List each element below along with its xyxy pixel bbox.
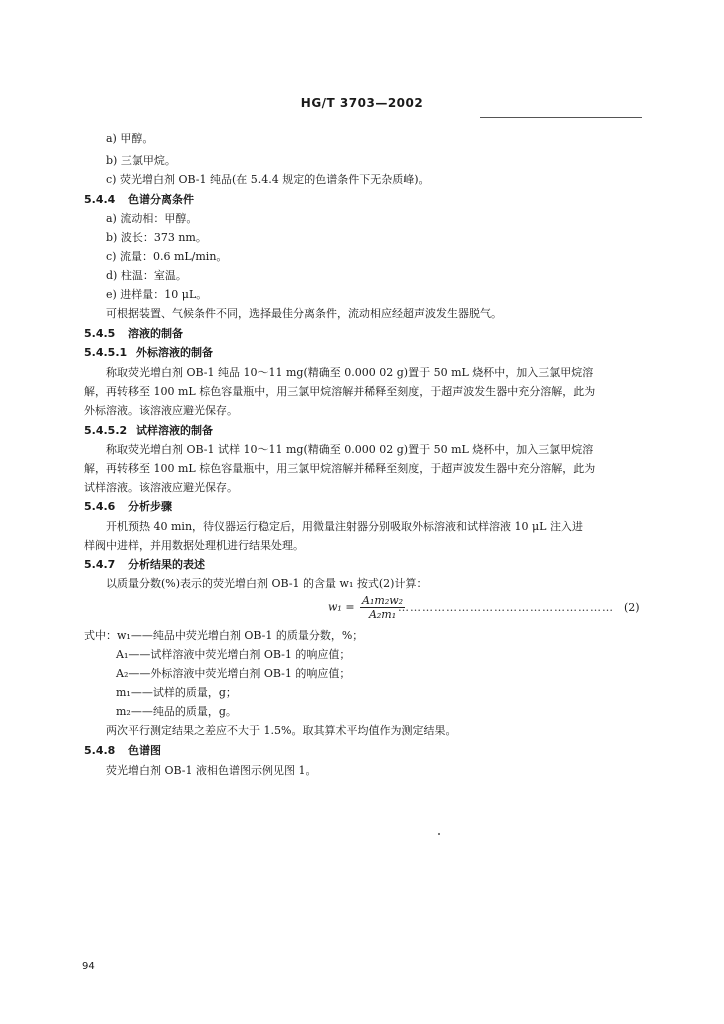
variable-definition: m₁——试样的质量，g； bbox=[116, 686, 237, 699]
paragraph-line: 试样溶液。该溶液应避光保存。 bbox=[84, 481, 238, 494]
section-title: 色谱分离条件 bbox=[128, 193, 194, 206]
result-statement: 两次平行测定结果之差应不大于 1.5%。取其算术平均值作为测定结果。 bbox=[106, 724, 457, 737]
section-number: 5.4.5 bbox=[84, 327, 116, 340]
reagent-a: a) 甲醇。 bbox=[106, 132, 154, 145]
section-title: 外标溶液的制备 bbox=[136, 346, 213, 359]
formula-numerator: A₁m₂w₂ bbox=[362, 594, 404, 607]
section-number: 5.4.4 bbox=[84, 193, 116, 206]
section-number: 5.4.6 bbox=[84, 500, 116, 513]
page-number: 94 bbox=[82, 961, 95, 972]
paragraph-line: 外标溶液。该溶液应避光保存。 bbox=[84, 404, 238, 417]
paragraph-line: 开机预热 40 min，待仪器运行稳定后，用微量注射器分别吸取外标溶液和试样溶液 10 μL 注入进 bbox=[106, 520, 583, 533]
section-5-4-5-2 bbox=[84, 424, 213, 438]
section-title: 分析步骤 bbox=[128, 500, 172, 513]
condition-c: c) 流量：0.6 mL/min。 bbox=[106, 250, 228, 263]
section-number: 5.4.5.2 bbox=[84, 424, 128, 437]
reagent-b: b) 三氯甲烷。 bbox=[106, 154, 176, 167]
condition-a: a) 流动相：甲醇。 bbox=[106, 212, 198, 225]
condition-note: 可根据装置、气候条件不同，选择最佳分离条件，流动相应经超声波发生器脱气。 bbox=[106, 307, 502, 320]
paragraph-line: 称取荧光增白剂 OB-1 试样 10～11 mg(精确至 0.000 02 g)置于 50 mL 烧杯中，加入三氯甲烷溶 bbox=[106, 443, 594, 456]
scan-speck bbox=[438, 833, 440, 835]
section-5-4-5-1 bbox=[84, 346, 213, 360]
variable-definition: A₁——试样溶液中荧光增白剂 OB-1 的响应值； bbox=[116, 648, 351, 661]
section-title: 分析结果的表述 bbox=[128, 558, 205, 571]
section-5-4-5 bbox=[84, 327, 183, 341]
equation-number: (2) bbox=[624, 601, 640, 614]
header-rule bbox=[480, 117, 642, 118]
section-number: 5.4.8 bbox=[84, 744, 116, 757]
section-number: 5.4.7 bbox=[84, 558, 116, 571]
condition-d: d) 柱温：室温。 bbox=[106, 269, 187, 282]
section-5-4-7 bbox=[84, 558, 205, 572]
paragraph-line: 解，再转移至 100 mL 棕色容量瓶中，用三氯甲烷溶解并稀释至刻度，于超声波发生器中充分溶解，此为 bbox=[84, 462, 596, 475]
paragraph-line: 荧光增白剂 OB-1 液相色谱图示例见图 1。 bbox=[106, 764, 317, 777]
formula-leader-dots: ……………………………………………… bbox=[398, 601, 614, 614]
section-title: 溶液的制备 bbox=[128, 327, 183, 340]
section-5-4-4 bbox=[84, 193, 194, 207]
paragraph-line: 以质量分数(%)表示的荧光增白剂 OB-1 的含量 w₁ 按式(2)计算： bbox=[106, 577, 428, 590]
formula-denominator: A₂m₁ bbox=[368, 608, 397, 621]
paragraph-line: 解，再转移至 100 mL 棕色容量瓶中，用三氯甲烷溶解并稀释至刻度，于超声波发生器中充分溶解，此为 bbox=[84, 385, 596, 398]
section-5-4-8 bbox=[84, 744, 161, 758]
section-5-4-6 bbox=[84, 500, 172, 514]
formula-2 bbox=[328, 594, 405, 621]
condition-b: b) 波长：373 nm。 bbox=[106, 231, 207, 244]
condition-e: e) 进样量：10 μL。 bbox=[106, 288, 208, 301]
standard-code-header: HG/T 3703—2002 bbox=[300, 96, 424, 110]
variable-definition: m₂——纯品的质量，g。 bbox=[116, 705, 237, 718]
formula-lhs: w₁ = bbox=[328, 600, 355, 614]
paragraph-line: 称取荧光增白剂 OB-1 纯品 10～11 mg(精确至 0.000 02 g)置于 50 mL 烧杯中，加入三氯甲烷溶 bbox=[106, 366, 594, 379]
section-title: 色谱图 bbox=[128, 744, 161, 757]
variable-definition: 式中：w₁——纯品中荧光增白剂 OB-1 的质量分数，%； bbox=[84, 629, 364, 642]
paragraph-line: 样阀中进样，并用数据处理机进行结果处理。 bbox=[84, 539, 304, 552]
reagent-c: c) 荧光增白剂 OB-1 纯品(在 5.4.4 规定的色谱条件下无杂质峰)。 bbox=[106, 173, 430, 186]
section-number: 5.4.5.1 bbox=[84, 346, 128, 359]
variable-definition: A₂——外标溶液中荧光增白剂 OB-1 的响应值； bbox=[116, 667, 351, 680]
section-title: 试样溶液的制备 bbox=[136, 424, 213, 437]
